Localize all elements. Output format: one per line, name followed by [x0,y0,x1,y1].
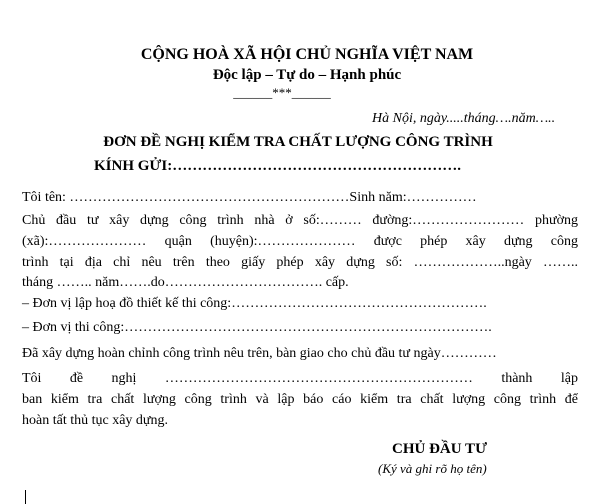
signature-note: (Ký và ghi rõ họ tên) [378,461,487,476]
request-line: Tôi đề nghị ………………………………………………………… thành lập [22,371,578,386]
procedure-line: hoàn tất thủ tục xây dựng. [22,413,169,428]
document-title: ĐƠN ĐỀ NGHỊ KIỂM TRA CHẤT LƯỢNG CÔNG TRÌNH [103,134,493,150]
recipient-line: KÍNH GỬI:…………………………………………………. [94,158,461,174]
design-unit-line: – Đơn vị lập hoạ đồ thiết kế thi công:………………………………………………. [22,296,487,311]
signature-title: CHỦ ĐẦU TƯ [392,441,488,457]
place-date: Hà Nội, ngày.....tháng….năm….. [372,111,556,126]
construction-unit-line: – Đơn vị thi công:……………………………………………………………………. [22,320,492,335]
text-cursor [25,490,26,504]
permit-line: trình tại địa chỉ nêu trên theo giấy phép xây dựng số: ………………..ngày …….. [22,255,578,270]
applicant-name-line: Tôi tên: ……………………………………………………Sinh năm:…………… [22,190,477,205]
investor-line: Chủ đầu tư xây dựng công trình nhà ở số:……… đường:…………………… phường [22,213,578,228]
permit-date-line: tháng …….. năm…….do……………………………. cấp. [22,275,349,290]
completion-line: Đã xây dựng hoàn chỉnh công trình nêu trên, bàn giao cho chủ đầu tư ngày………… [22,346,497,361]
ward-district-line: (xã):………………… quận (huyện):………………… được phép xây dựng công [22,234,578,249]
header-separator: ______***______ [233,85,331,100]
committee-line: ban kiểm tra chất lượng công trình và lập báo cáo kiểm tra chất lượng công trình để [22,392,578,407]
country-heading: CỘNG HOÀ XÃ HỘI CHỦ NGHĨA VIỆT NAM [140,46,474,63]
motto-heading: Độc lập – Tự do – Hạnh phúc [212,67,402,83]
